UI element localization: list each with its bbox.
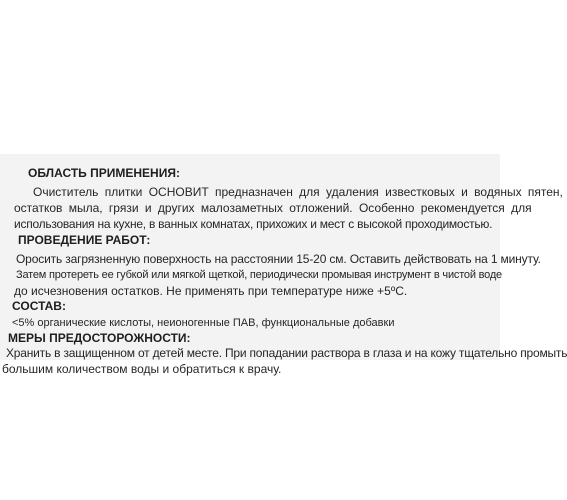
usage-heading: ОБЛАСТЬ ПРИМЕНЕНИЯ: bbox=[28, 166, 180, 180]
usage-text-line-1: Очиститель плитки ОСНОВИТ предназначен для удаления известковых и водяных пятен, bbox=[33, 185, 563, 199]
procedure-heading: ПРОВЕДЕНИЕ РАБОТ: bbox=[18, 233, 151, 247]
procedure-text-line-1: Оросить загрязненную поверхность на расстоянии 15-20 см. Оставить действовать на 1 минуту. bbox=[16, 252, 541, 266]
usage-text-line-2: остатков мыла, грязи и других малозаметных отложений. Особенно рекомендуется для bbox=[14, 201, 532, 215]
composition-heading: СОСТАВ: bbox=[12, 299, 66, 313]
precautions-text-line-1: Хранить в защищенном от детей месте. При попадании раствора в глаза и на кожу тщательно промыть bbox=[6, 346, 567, 360]
procedure-text-line-3: до исчезновения остатков. Не применять при температуре ниже +5ºС. bbox=[14, 284, 408, 298]
precautions-text-line-2: большим количеством воды и обратиться к врачу. bbox=[2, 362, 282, 376]
composition-text: <5% органические кислоты, неионогенные ПАВ, функциональные добавки bbox=[12, 317, 395, 329]
precautions-heading: МЕРЫ ПРЕДОСТОРОЖНОСТИ: bbox=[8, 331, 191, 345]
usage-text-line-3: использования на кухне, в ванных комнатах, прихожих и мест с высокой проходимостью. bbox=[14, 217, 493, 231]
procedure-text-line-2: Затем протереть ее губкой или мягкой щеткой, периодически промывая инструмент в чистой воде bbox=[16, 269, 502, 281]
product-label bbox=[0, 154, 567, 376]
